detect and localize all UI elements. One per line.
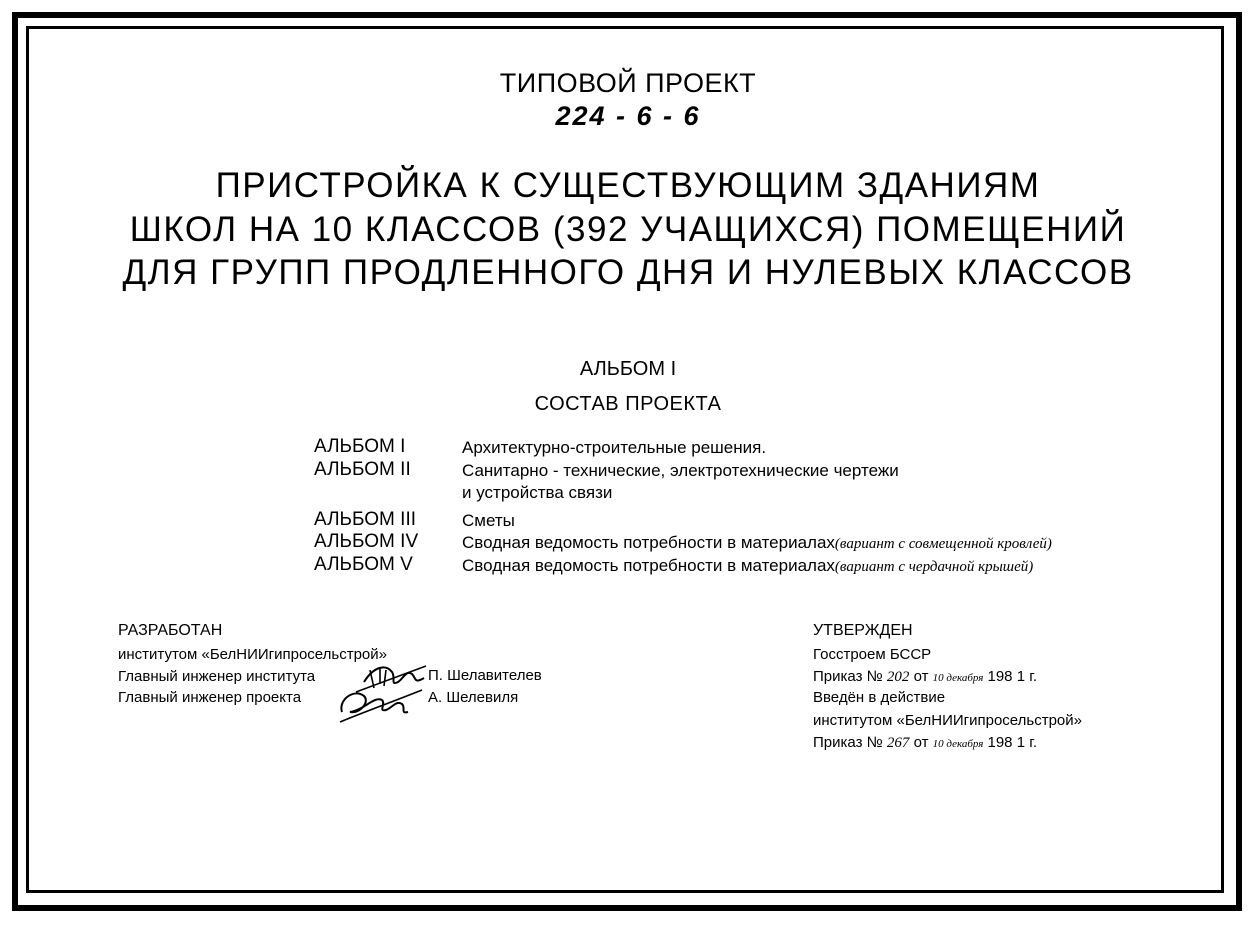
album-description xyxy=(462,556,1033,576)
enactment-order xyxy=(813,734,1037,752)
current-album: АЛЬБОМ I xyxy=(579,358,677,380)
album-code: АЛЬБОМ II xyxy=(314,459,411,480)
album-description: Архитектурно-строительные решения. xyxy=(462,438,767,457)
album-code: АЛЬБОМ III xyxy=(314,509,417,530)
order-from: от xyxy=(913,734,929,751)
order-date: 10 декабря xyxy=(932,672,984,684)
chief-engineer-project-name: А. Шелевиля xyxy=(428,689,519,706)
order-year: 198 1 xyxy=(987,734,1026,751)
order-prefix: Приказ № xyxy=(813,734,883,751)
album-code: АЛЬБОМ V xyxy=(314,554,413,575)
enacting-institute: институтом «БелНИИгипросельстрой» xyxy=(813,712,1082,729)
approval-order xyxy=(813,668,1037,686)
order-date: 10 декабря xyxy=(932,738,984,750)
chief-engineer-institute-role: Главный инженер института xyxy=(118,668,316,685)
album-variant-note: (вариант с чердачной крышей) xyxy=(834,559,1034,575)
approved-heading: УТВЕРЖДЕН xyxy=(813,622,913,639)
album-code: АЛЬБОМ IV xyxy=(314,531,419,552)
album-description-text: Сводная ведомость потребности в материалах xyxy=(462,533,835,552)
album-description-line2: и устройства связи xyxy=(462,483,613,502)
title-line-2: ШКОЛ НА 10 КЛАССОВ (392 УЧАЩИХСЯ) ПОМЕЩЕНИЙ xyxy=(129,210,1127,249)
approving-body: Госстроем БССР xyxy=(813,646,932,663)
chief-engineer-institute-name: П. Шелавителев xyxy=(428,667,542,684)
title-line-1: ПРИСТРОЙКА К СУЩЕСТВУЮЩИМ ЗДАНИЯМ xyxy=(215,166,1041,205)
project-number: 224 - 6 - 6 xyxy=(555,101,701,131)
chief-engineer-project-role: Главный инженер проекта xyxy=(118,689,302,706)
album-description: Сметы xyxy=(462,511,515,530)
album-description-text: Сводная ведомость потребности в материалах xyxy=(462,556,835,575)
contents-heading: СОСТАВ ПРОЕКТА xyxy=(534,393,722,415)
album-description xyxy=(462,533,1052,553)
album-variant-note: (вариант с совмещенной кровлей) xyxy=(834,536,1052,552)
order-from: от xyxy=(913,668,929,685)
enacted-label: Введён в действие xyxy=(813,689,946,706)
title-line-3: ДЛЯ ГРУПП ПРОДЛЕННОГО ДНЯ И НУЛЕВЫХ КЛАССОВ xyxy=(122,253,1134,292)
album-code: АЛЬБОМ I xyxy=(314,436,406,457)
order-suffix: г. xyxy=(1029,668,1038,685)
developer-institute: институтом «БелНИИгипросельстрой» xyxy=(118,646,387,663)
album-description: Санитарно - технические, электротехнические чертежи xyxy=(462,461,899,480)
order-year: 198 1 xyxy=(987,668,1026,685)
order-number: 267 xyxy=(886,735,910,751)
project-series: ТИПОВОЙ ПРОЕКТ xyxy=(499,68,757,98)
inner-border xyxy=(26,26,1224,893)
order-suffix: г. xyxy=(1029,734,1038,751)
order-number: 202 xyxy=(886,669,910,685)
signature-2-icon xyxy=(334,682,430,728)
developed-heading: РАЗРАБОТАН xyxy=(118,622,223,639)
order-prefix: Приказ № xyxy=(813,668,883,685)
